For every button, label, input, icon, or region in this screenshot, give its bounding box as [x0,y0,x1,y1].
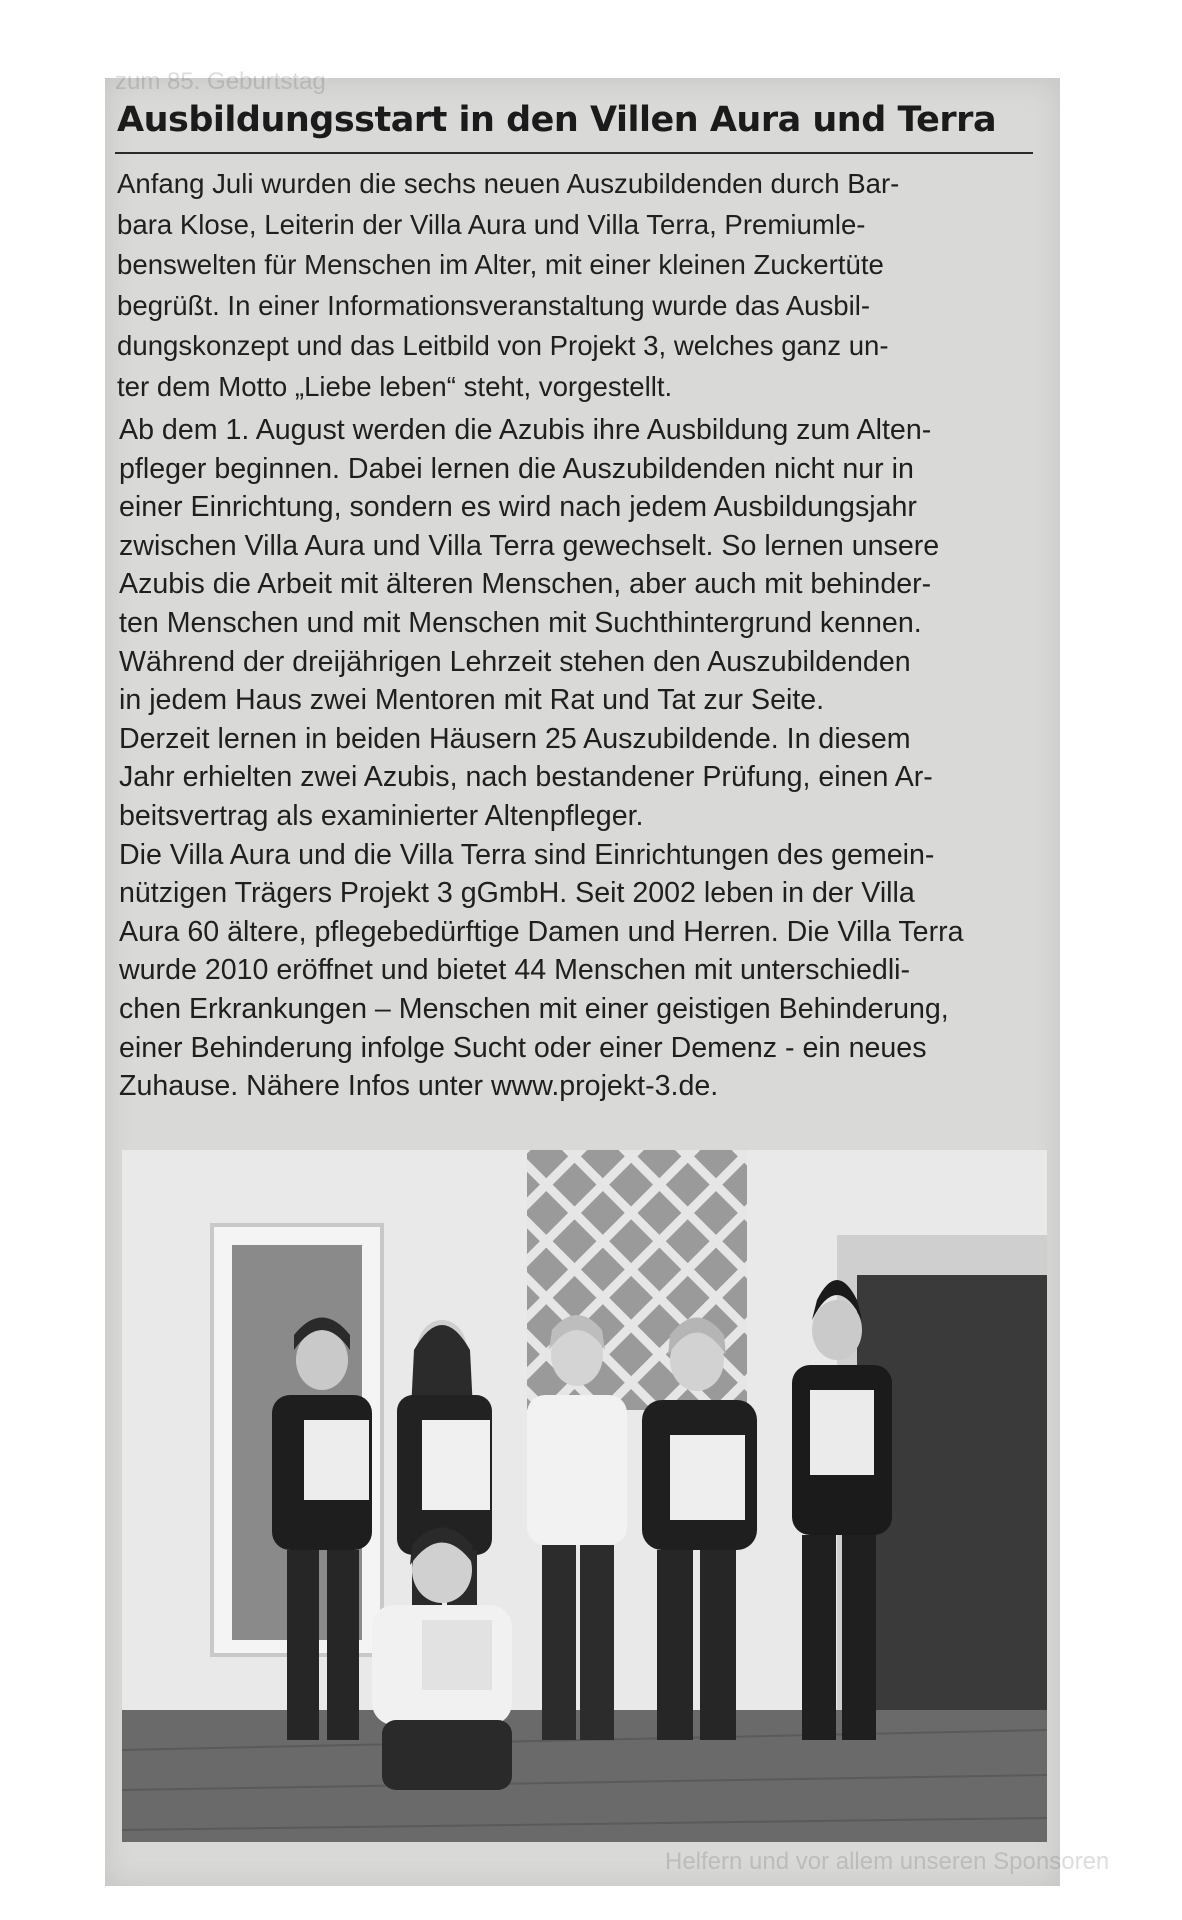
intro-line: benswelten für Menschen im Alter, mit einer kleinen Zuckertüte [117,249,884,280]
intro-line: begrüßt. In einer Informationsveranstaltung wurde das Ausbil- [117,289,871,321]
article-body [119,411,1039,1106]
body-line: chen Erkrankungen – Menschen mit einer geistigen Behinderung, [119,992,949,1025]
body-line: einer Einrichtung, sondern es wird nach jedem Ausbildungsjahr [119,491,917,524]
body-line: Die Villa Aura und die Villa Terra sind Einrichtungen des gemein- [119,838,935,871]
bleed-through-top: zum 85. Geburtstag [115,68,326,95]
body-line: pfleger beginnen. Dabei lernen die Auszubildenden nicht nur in [119,452,914,485]
intro-line: bara Klose, Leiterin der Villa Aura und Villa Terra, Premiumle- [117,208,866,240]
body-line: nützigen Trägers Projekt 3 gGmbH. Seit 2002 leben in der Villa [119,877,915,910]
intro-line: dungskonzept und das Leitbild von Projekt 3, welches ganz un- [117,330,889,361]
body-line: wurde 2010 eröffnet und bietet 44 Menschen mit unterschiedli- [119,954,911,987]
body-line: einer Behinderung infolge Sucht oder einer Demenz - ein neues [119,1031,927,1064]
body-line: beitsvertrag als examinierter Altenpfleger. [119,799,644,832]
headline-underline [115,152,1033,154]
body-line: Jahr erhielten zwei Azubis, nach bestandener Prüfung, einen Ar- [119,761,933,794]
body-line: Azubis die Arbeit mit älteren Menschen, aber auch mit behinder- [119,568,932,601]
article-headline: Ausbildungsstart in den Villen Aura und Terra [117,100,997,140]
body-line: Ab dem 1. August werden die Azubis ihre Ausbildung zum Alten- [119,414,932,446]
group-photo [122,1150,1047,1842]
body-line: Derzeit lernen in beiden Häusern 25 Auszubildende. In diesem [119,722,911,755]
newspaper-clipping [105,68,1110,1886]
intro-line: ter dem Motto „Liebe leben“ steht, vorgestellt. [117,370,673,402]
body-line: zwischen Villa Aura und Villa Terra gewechselt. So lernen unsere [119,529,940,562]
body-line: Während der dreijährigen Lehrzeit stehen den Auszubildenden [119,645,911,678]
bleed-through-bottom: Helfern und vor allem unseren Sponsoren [665,1848,1110,1875]
body-line: Zuhause. Nähere Infos unter www.projekt-3.de. [119,1070,719,1103]
group-photo-illustration [122,1150,1047,1842]
body-line: ten Menschen und mit Menschen mit Suchthintergrund kennen. [119,606,922,639]
body-line: in jedem Haus zwei Mentoren mit Rat und Tat zur Seite. [119,684,825,717]
intro-line: Anfang Juli wurden die sechs neuen Auszubildenden durch Bar- [117,168,900,199]
body-line: Aura 60 ältere, pflegebedürftige Damen und Herren. Die Villa Terra [119,915,964,948]
article-intro [117,164,1037,407]
